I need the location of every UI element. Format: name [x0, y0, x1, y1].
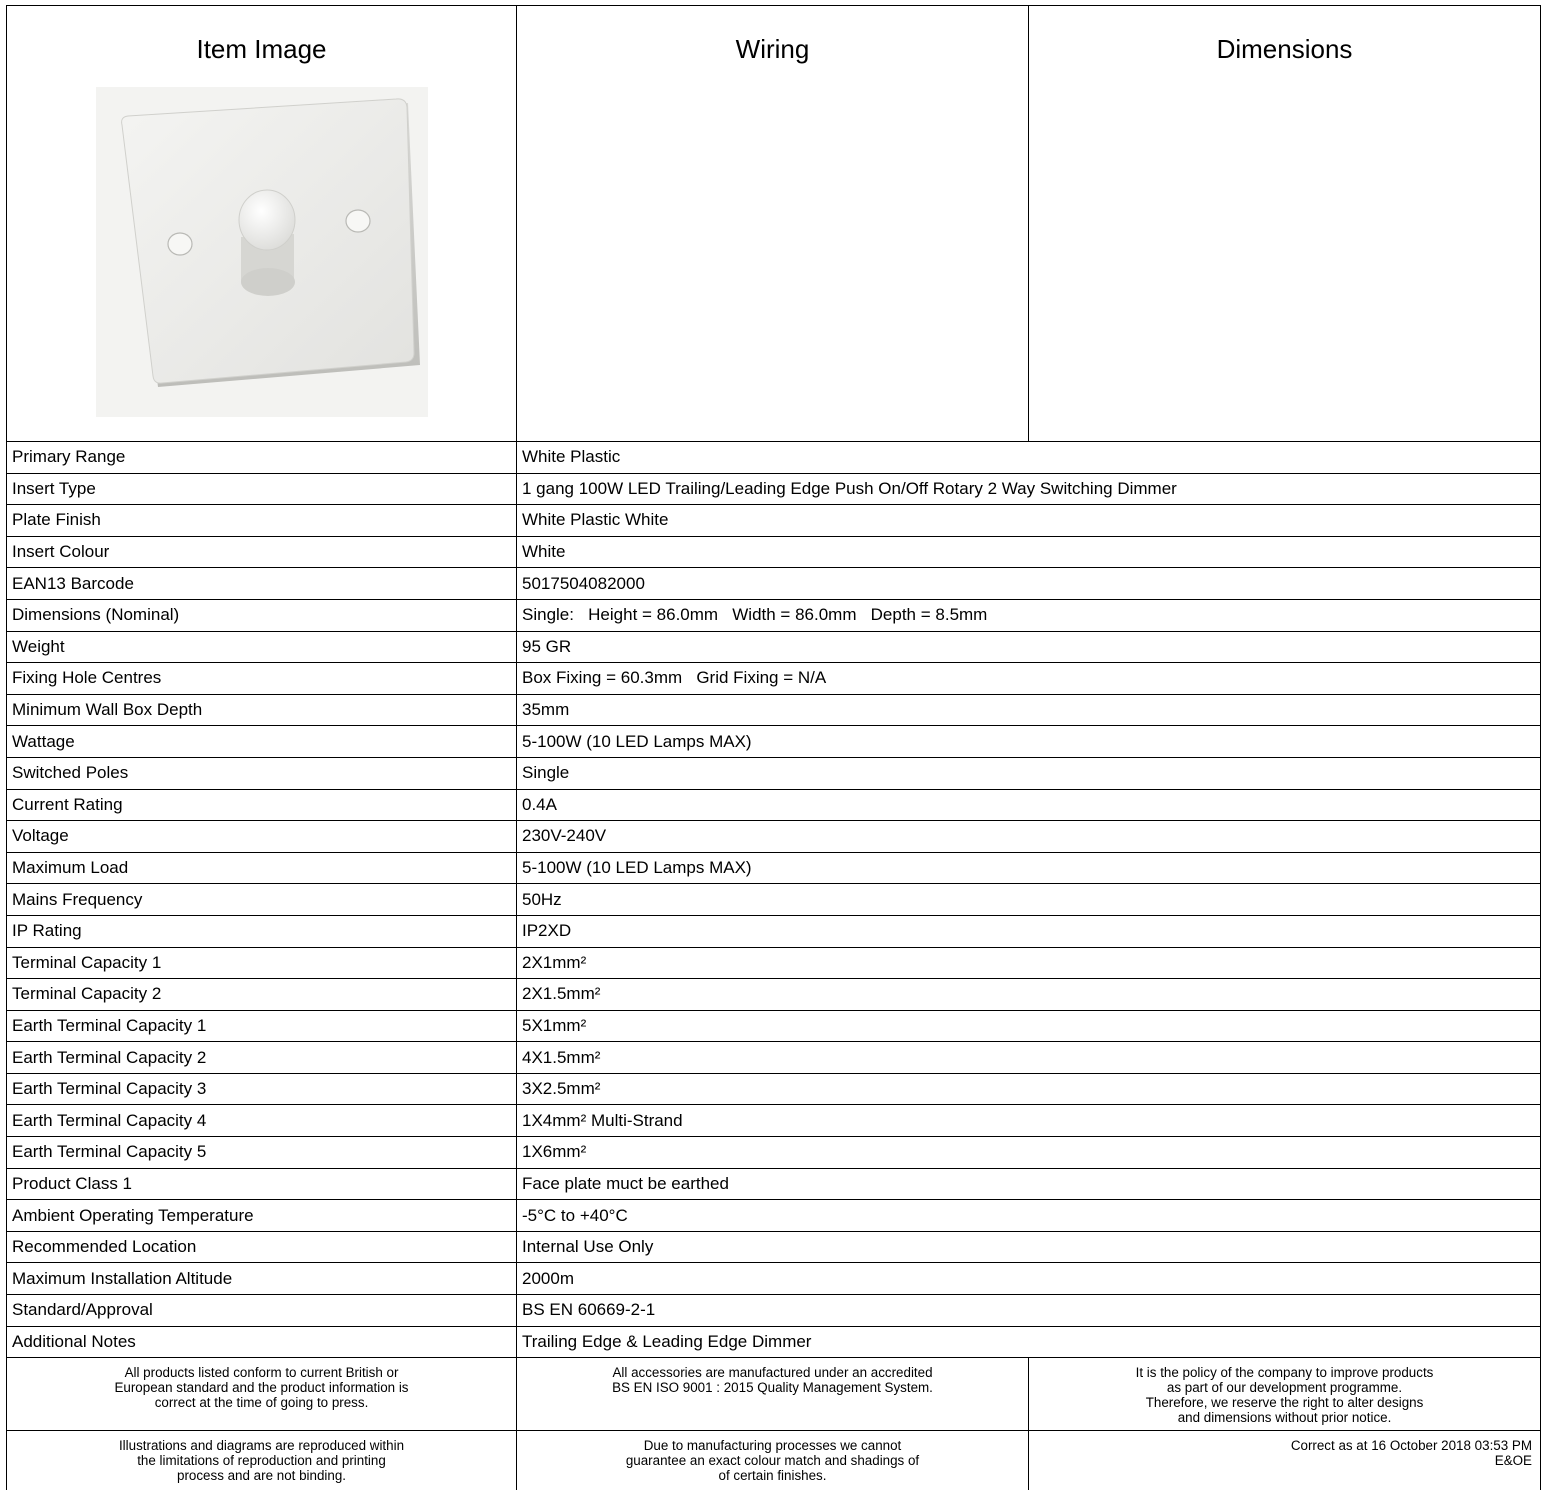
- spec-row: [7, 536, 1541, 568]
- item-image-title: Item Image: [196, 34, 327, 64]
- spec-label: Minimum Wall Box Depth: [7, 694, 517, 726]
- spec-row: [7, 979, 1541, 1011]
- spec-row: [7, 1295, 1541, 1327]
- spec-label: Fixing Hole Centres: [7, 663, 517, 695]
- item-image-cell: [7, 6, 517, 442]
- spec-row: [7, 631, 1541, 663]
- spec-row: [7, 915, 1541, 947]
- spec-label: Insert Colour: [7, 536, 517, 568]
- spec-value: 2000m: [517, 1263, 1541, 1295]
- footer-standards-note: All products listed conform to current British or European standard and the product information is correct at the time of going to press.: [7, 1358, 517, 1431]
- spec-value: White Plastic: [517, 442, 1541, 474]
- footer-policy-note: It is the policy of the company to improve products as part of our development programme. Therefore, we reserve the right to alter designs and dimensions without prior notice.: [1029, 1358, 1541, 1431]
- spec-value: IP2XD: [517, 915, 1541, 947]
- spec-value: 5017504082000: [517, 568, 1541, 600]
- spec-table: [6, 5, 1541, 1490]
- spec-value: 2X1.5mm²: [517, 979, 1541, 1011]
- spec-label: Primary Range: [7, 442, 517, 474]
- spec-label: Weight: [7, 631, 517, 663]
- spec-row: [7, 694, 1541, 726]
- spec-value: -5°C to +40°C: [517, 1200, 1541, 1232]
- spec-value: 1X6mm²: [517, 1137, 1541, 1169]
- spec-row: [7, 821, 1541, 853]
- spec-label: Mains Frequency: [7, 884, 517, 916]
- spec-label: Earth Terminal Capacity 5: [7, 1137, 517, 1169]
- spec-row: [7, 663, 1541, 695]
- spec-value: Single: Height = 86.0mm Width = 86.0mm Depth = 8.5mm: [517, 599, 1541, 631]
- spec-value: Face plate muct be earthed: [517, 1168, 1541, 1200]
- spec-row: [7, 789, 1541, 821]
- spec-row: [7, 599, 1541, 631]
- spec-label: Standard/Approval: [7, 1295, 517, 1327]
- spec-value: 3X2.5mm²: [517, 1073, 1541, 1105]
- spec-label: Additional Notes: [7, 1326, 517, 1358]
- spec-row: [7, 473, 1541, 505]
- spec-value: Trailing Edge & Leading Edge Dimmer: [517, 1326, 1541, 1358]
- spec-row: [7, 757, 1541, 789]
- spec-row: [7, 1105, 1541, 1137]
- spec-value: BS EN 60669-2-1: [517, 1295, 1541, 1327]
- spec-label: Current Rating: [7, 789, 517, 821]
- spec-label: Insert Type: [7, 473, 517, 505]
- spec-row: [7, 1010, 1541, 1042]
- spec-label: Wattage: [7, 726, 517, 758]
- spec-sheet: [6, 5, 1540, 1490]
- spec-label: Product Class 1: [7, 1168, 517, 1200]
- spec-value: 35mm: [517, 694, 1541, 726]
- spec-value: 5-100W (10 LED Lamps MAX): [517, 852, 1541, 884]
- spec-value: Internal Use Only: [517, 1231, 1541, 1263]
- spec-value: Box Fixing = 60.3mm Grid Fixing = N/A: [517, 663, 1541, 695]
- spec-row: [7, 1168, 1541, 1200]
- spec-value: Single: [517, 757, 1541, 789]
- spec-label: Terminal Capacity 1: [7, 947, 517, 979]
- spec-label: Earth Terminal Capacity 1: [7, 1010, 517, 1042]
- footer-date-note: Correct as at 16 October 2018 03:53 PM E&OE: [1029, 1431, 1541, 1491]
- spec-row: [7, 726, 1541, 758]
- spec-label: Switched Poles: [7, 757, 517, 789]
- footer-row-2: [7, 1431, 1541, 1491]
- spec-label: Terminal Capacity 2: [7, 979, 517, 1011]
- spec-row: [7, 884, 1541, 916]
- product-photo: [96, 87, 428, 417]
- dimensions-title: Dimensions: [1216, 34, 1353, 64]
- spec-value: White Plastic White: [517, 505, 1541, 537]
- spec-value: 2X1mm²: [517, 947, 1541, 979]
- spec-label: Dimensions (Nominal): [7, 599, 517, 631]
- spec-row: [7, 1263, 1541, 1295]
- spec-row: [7, 505, 1541, 537]
- spec-label: EAN13 Barcode: [7, 568, 517, 600]
- spec-value: 1X4mm² Multi-Strand: [517, 1105, 1541, 1137]
- footer-colour-note: Due to manufacturing processes we cannot guarantee an exact colour match and shadings of of certain finishes.: [517, 1431, 1029, 1491]
- spec-label: Plate Finish: [7, 505, 517, 537]
- spec-row: [7, 1042, 1541, 1074]
- spec-value: White: [517, 536, 1541, 568]
- header-row: [7, 6, 1541, 442]
- spec-label: Earth Terminal Capacity 2: [7, 1042, 517, 1074]
- spec-row: [7, 852, 1541, 884]
- wiring-title: Wiring: [735, 34, 810, 64]
- dimensions-cell: [1029, 6, 1541, 442]
- spec-label: Recommended Location: [7, 1231, 517, 1263]
- spec-row: [7, 1073, 1541, 1105]
- spec-value: 4X1.5mm²: [517, 1042, 1541, 1074]
- spec-label: Earth Terminal Capacity 3: [7, 1073, 517, 1105]
- spec-value: 5-100W (10 LED Lamps MAX): [517, 726, 1541, 758]
- footer-row-1: [7, 1358, 1541, 1431]
- footer-illustrations-note: Illustrations and diagrams are reproduced within the limitations of reproduction and printing process and are not binding.: [7, 1431, 517, 1491]
- spec-value: 230V-240V: [517, 821, 1541, 853]
- footer-iso-note: All accessories are manufactured under an accredited BS EN ISO 9001 : 2015 Quality Management System.: [517, 1358, 1029, 1431]
- spec-label: IP Rating: [7, 915, 517, 947]
- spec-row: [7, 1326, 1541, 1358]
- spec-row: [7, 442, 1541, 474]
- spec-row: [7, 1200, 1541, 1232]
- spec-label: Maximum Load: [7, 852, 517, 884]
- spec-value: 1 gang 100W LED Trailing/Leading Edge Push On/Off Rotary 2 Way Switching Dimmer: [517, 473, 1541, 505]
- spec-label: Voltage: [7, 821, 517, 853]
- spec-row: [7, 947, 1541, 979]
- spec-row: [7, 568, 1541, 600]
- spec-value: 95 GR: [517, 631, 1541, 663]
- spec-label: Earth Terminal Capacity 4: [7, 1105, 517, 1137]
- wiring-cell: [517, 6, 1029, 442]
- spec-label: Maximum Installation Altitude: [7, 1263, 517, 1295]
- spec-value: 5X1mm²: [517, 1010, 1541, 1042]
- spec-value: 0.4A: [517, 789, 1541, 821]
- spec-label: Ambient Operating Temperature: [7, 1200, 517, 1232]
- spec-row: [7, 1137, 1541, 1169]
- spec-value: 50Hz: [517, 884, 1541, 916]
- spec-row: [7, 1231, 1541, 1263]
